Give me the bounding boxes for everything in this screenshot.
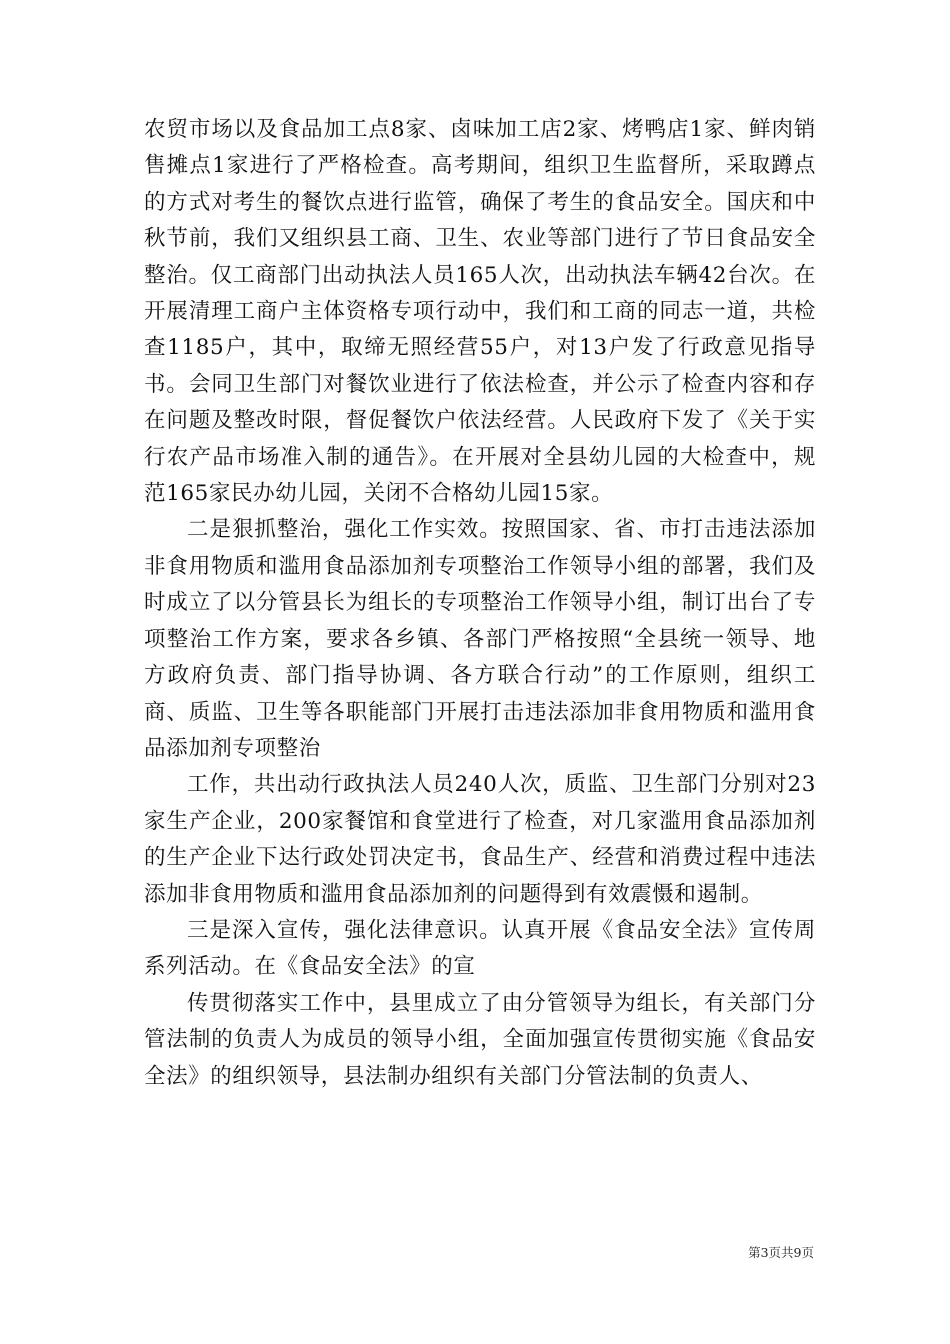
paragraph-publicity-continued: 传贯彻落实工作中，县里成立了由分管领导为组长，有关部门分管法制的负责人为成员的领导小组，全面加强宣传贯彻实施《食品安全法》的组织领导，县法制办组织有关部门分管法制的负责人、 [144, 990, 816, 1089]
paragraph-rectification: 二是狠抓整治，强化工作实效。按照国家、省、市打击违法添加非食用物质和滥用食品添加剂专项整治工作领导小组的部署，我们及时成立了以分管县长为组长的专项整治工作领导小组，制订出台了专项整治工作方案，要求各乡镇、各部门严格按照“全县统一领导、地方政府负责、部门指导协调、各方联合行动”的工作原则，组织工商、质监、卫生等各职能部门开展打击违法添加非食用物质和滥用食品添加剂专项整治 [144, 517, 816, 761]
paragraph-enforcement-results: 工作，共出动行政执法人员240人次，质监、卫生部门分别对23家生产企业，200家餐馆和食堂进行了检查，对几家滥用食品添加剂的生产企业下达行政处罚决定书，食品生产、经营和消费过程中违法添加非食用物质和滥用食品添加剂的问题得到有效震慑和遏制。 [144, 772, 816, 907]
document-body [144, 112, 816, 1095]
page-number: 第3页共9页 [748, 1245, 814, 1260]
paragraph-publicity: 三是深入宣传，强化法律意识。认真开展《食品安全法》宣传周系列活动。在《食品安全法》的宣 [144, 917, 816, 980]
paragraph-inspection-summary: 农贸市场以及食品加工点8家、卤味加工店2家、烤鸭店1家、鲜肉销售摊点1家进行了严格检查。高考期间，组织卫生监督所，采取蹲点的方式对考生的餐饮点进行监管，确保了考生的食品安全。国庆和中秋节前，我们又组织县工商、卫生、农业等部门进行了节日食品安全整治。仅工商部门出动执法人员165人次，出动执法车辆42台次。在开展清理工商户主体资格专项行动中，我们和工商的同志一道，共检查1185户，其中，取缔无照经营55户，对13户发了行政意见指导书。会同卫生部门对餐饮业进行了依法检查，并公示了检查内容和存在问题及整改时限，督促餐饮户依法经营。人民政府下发了《关于实行农产品市场准入制的通告》。在开展对全县幼儿园的大检查中，规范165家民办幼儿园，关闭不合格幼儿园15家。 [144, 117, 816, 507]
